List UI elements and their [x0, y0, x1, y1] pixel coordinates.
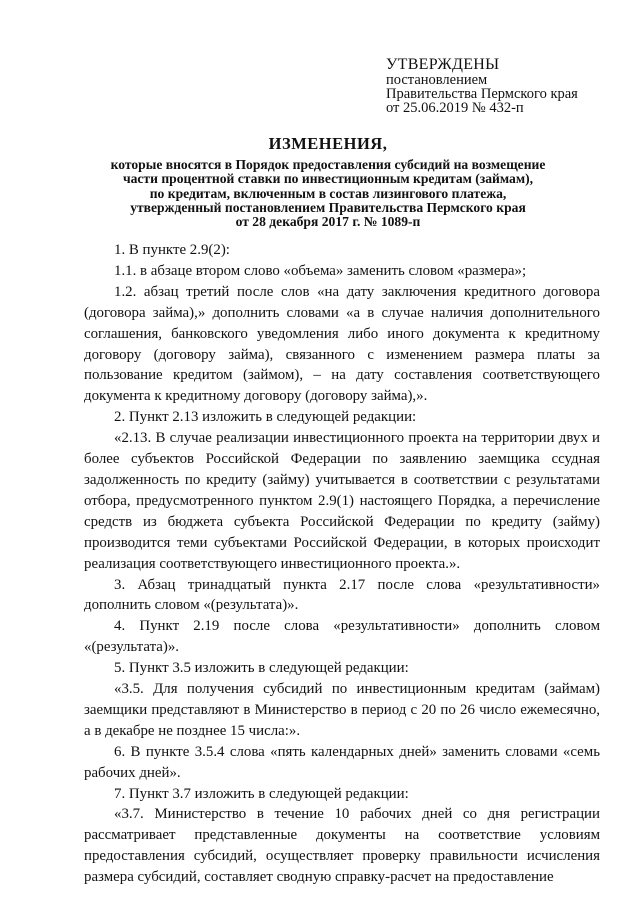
document-subtitle: [60, 158, 596, 229]
paragraph: «3.7. Министерство в течение 10 рабочих дней со дня регистрации рассматривает представленные документы на соответствие условиям предоставления субсидий, осуществляет проверку правильности исчисления размера субсидий, составляет сводную справку-расчет на предоставление: [84, 806, 600, 886]
paragraph: «2.13. В случае реализации инвестиционного проекта на территории двух и более субъектов Российской Федерации по заявлению заемщика ссудная задолженность по кредиту (займу) учитывается в соответствии с результатами отбора, предусмотренного пунктом 2.9(1) настоящего Порядка, а перечисление средств из бюджета субъекта Российской Федерации по кредиту (займу) производится теми субъектами Российской Федерации, в которых происходит реализация соответствующего инвестиционного проекта.».: [84, 430, 600, 572]
paragraph: 1.2. абзац третий после слов «на дату заключения кредитного договора (договора займа),» дополнить словами «а в случае наличия дополнительного соглашения, банковского уведомления либо иного документа к кредитному договору (договору займа), связанного с изменением размера платы за пользование кредитом (займом), – на дату составления соответствующего документа к кредитному договору (договору займа),».: [84, 283, 600, 405]
paragraph: 6. В пункте 3.5.4 слова «пять календарных дней» заменить словами «семь рабочих дней».: [84, 743, 600, 781]
approval-stamp: [386, 56, 626, 115]
subtitle-line: утвержденный постановлением Правительства Пермского края: [130, 199, 526, 215]
subtitle-line: от 28 декабря 2017 г. № 1089-п: [235, 214, 421, 230]
paragraph: 7. Пункт 3.7 изложить в следующей редакции:: [114, 785, 409, 802]
subtitle-line: которые вносятся в Порядок предоставления субсидий на возмещение: [110, 157, 546, 172]
paragraph: 4. Пункт 2.19 после слова «результативности» дополнить словом «(результата)».: [84, 618, 600, 656]
subtitle-line: по кредитам, включенным в состав лизингового платежа,: [149, 185, 507, 201]
paragraph: 2. Пункт 2.13 изложить в следующей редакции:: [114, 409, 417, 426]
paragraph: «3.5. Для получения субсидий по инвестиционным кредитам (займам) заемщики представляют в Министерство в период с 20 по 26 число ежемесячно, а в декабре не позднее 15 числа:».: [84, 681, 600, 739]
document-title: ИЗМЕНЕНИЯ,: [268, 134, 388, 153]
paragraph: 1. В пункте 2.9(2):: [114, 242, 230, 258]
paragraph: 3. Абзац тринадцатый пункта 2.17 после слова «результативности» дополнить словом «(результата)».: [84, 576, 600, 614]
document-heading: [60, 133, 596, 229]
approval-line: Правительства Пермского края: [386, 86, 578, 102]
approval-line: от 25.06.2019 № 432-п: [386, 100, 524, 116]
paragraph: 5. Пункт 3.5 изложить в следующей редакции:: [114, 660, 409, 677]
subtitle-line: части процентной ставки по инвестиционным кредитам (займам),: [122, 171, 534, 187]
approval-title: УТВЕРЖДЕНЫ: [386, 56, 500, 73]
approval-line: постановлением: [386, 72, 488, 88]
document-body: [84, 240, 600, 888]
paragraph: 1.1. в абзаце втором слово «объема» заменить словом «размера»;: [114, 262, 527, 279]
